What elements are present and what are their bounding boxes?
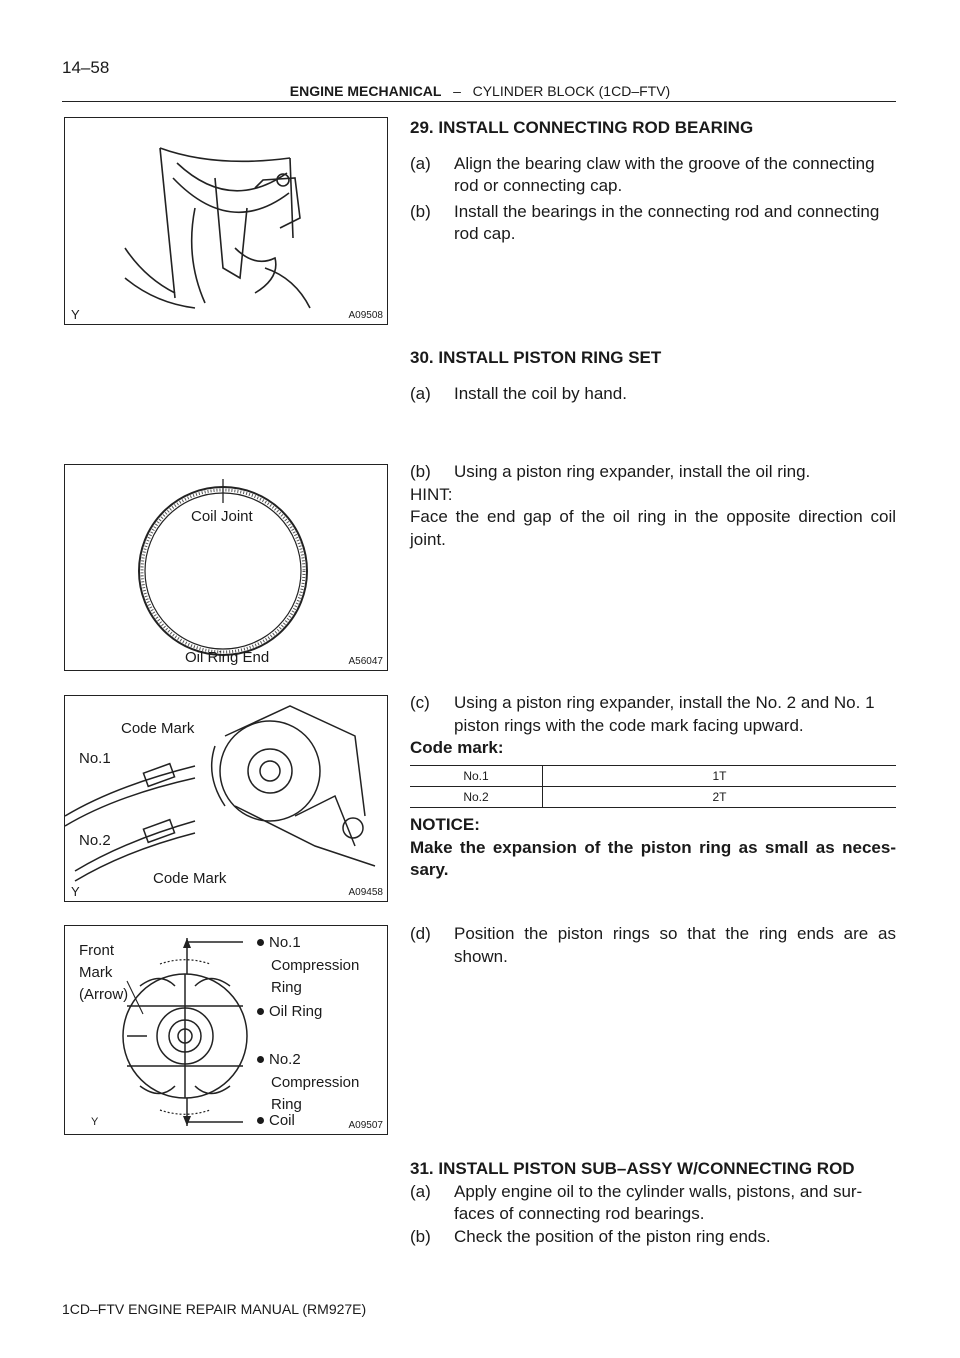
label-no2-compression-2: Compression: [271, 1074, 360, 1091]
table-row: [410, 787, 896, 808]
step-30d: (d) Position the piston rings so that the ring ends are as shown.: [410, 924, 896, 966]
label-front-mark-3: (Arrow): [79, 986, 129, 1003]
bearing-illustration: [65, 118, 388, 325]
label-no1-compression-2: Compression: [271, 957, 360, 974]
step-29a: (a) Align the bearing claw with the groove of the connecting rod or connecting cap.: [410, 153, 875, 195]
bullet-icon: [257, 1056, 264, 1063]
bullet-icon: [257, 1117, 264, 1124]
running-header: [0, 83, 960, 99]
step-30-title: 30. INSTALL PISTON RING SET: [410, 348, 662, 367]
bullet-icon: [257, 939, 264, 946]
label-coil: Coil: [257, 1112, 295, 1129]
label-no1: No.1: [79, 750, 111, 767]
label-oil-ring: Oil Ring: [257, 1003, 322, 1020]
label-no2-compression-1: No.2: [257, 1051, 301, 1068]
bullet-icon: [257, 1008, 264, 1015]
figure-ring-end-positions: [64, 925, 388, 1135]
label-coil-joint: Coil Joint: [191, 508, 253, 525]
table-cell: No.1: [410, 766, 543, 787]
step-30a: (a) Install the coil by hand.: [410, 383, 627, 403]
step-30: [410, 347, 896, 405]
figure-code: A09507: [348, 1120, 383, 1131]
figure-code: A09508: [348, 310, 383, 321]
figure-code: A09458: [348, 887, 383, 898]
notice: [410, 814, 896, 882]
figure-code: A56047: [348, 656, 383, 667]
step-30b: (b) Using a piston ring expander, install the oil ring. HINT: Face the end gap of the oil ring in the opposite direction coil joint.: [410, 461, 896, 551]
figure-bearing-install: [64, 117, 388, 325]
figure-ring-expander: [64, 695, 388, 902]
header-section: ENGINE MECHANICAL: [289, 83, 442, 99]
label-front-mark-1: Front: [79, 942, 115, 959]
header-subsection: CYLINDER BLOCK (1CD–FTV): [472, 83, 671, 99]
ring-expander-illustration: [65, 696, 388, 902]
label-no2: No.2: [79, 832, 111, 849]
figure-y-mark: Y: [71, 307, 80, 322]
header-rule: [62, 101, 896, 102]
figure-y-mark: Y: [71, 884, 80, 899]
step-31-title: 31. INSTALL PISTON SUB–ASSY W/CONNECTING ROD: [410, 1159, 855, 1178]
step-31b: (b) Check the position of the piston ring ends.: [410, 1226, 771, 1246]
label-no1-compression-1: No.1: [257, 934, 301, 951]
table-cell: 1T: [543, 766, 897, 787]
label-front-mark-2: Mark: [79, 964, 113, 981]
label-code-mark-top: Code Mark: [121, 720, 195, 737]
notice-label: NOTICE:: [410, 815, 480, 834]
label-oil-ring-end: Oil Ring End: [185, 649, 270, 666]
table-cell: 2T: [543, 787, 897, 808]
step-29: [410, 117, 896, 246]
label-no1-compression-3: Ring: [271, 979, 302, 996]
oil-ring-illustration: [65, 465, 388, 671]
step-30c: (c) Using a piston ring expander, install the No. 2 and No. 1 piston rings with the code mark facing upward. Code mark:: [410, 692, 896, 760]
footer-manual-title: 1CD–FTV ENGINE REPAIR MANUAL (RM927E): [62, 1301, 367, 1317]
notice-text: Make the expansion of the piston ring as small as neces- sary.: [410, 837, 896, 879]
step-31a: (a) Apply engine oil to the cylinder walls, pistons, and sur- faces of connecting rod bearings.: [410, 1181, 863, 1223]
table-cell: No.2: [410, 787, 543, 808]
label-code-mark-bottom: Code Mark: [153, 870, 227, 887]
step-29b: (b) Install the bearings in the connecting rod and connecting rod cap.: [410, 201, 880, 243]
label-no2-compression-3: Ring: [271, 1096, 302, 1113]
figure-y-mark: Y: [91, 1116, 99, 1128]
hint-label: HINT:: [410, 484, 453, 504]
figure-oil-ring: [64, 464, 388, 671]
header-separator: –: [453, 83, 461, 99]
step-31: [410, 1158, 896, 1248]
page-number: 14–58: [62, 58, 110, 77]
hint-text: Face the end gap of the oil ring in the opposite direction coil joint.: [410, 507, 896, 549]
step-29-title: 29. INSTALL CONNECTING ROD BEARING: [410, 118, 754, 137]
code-mark-label: Code mark:: [410, 738, 504, 757]
table-row: [410, 766, 896, 787]
code-mark-table: [410, 765, 896, 808]
